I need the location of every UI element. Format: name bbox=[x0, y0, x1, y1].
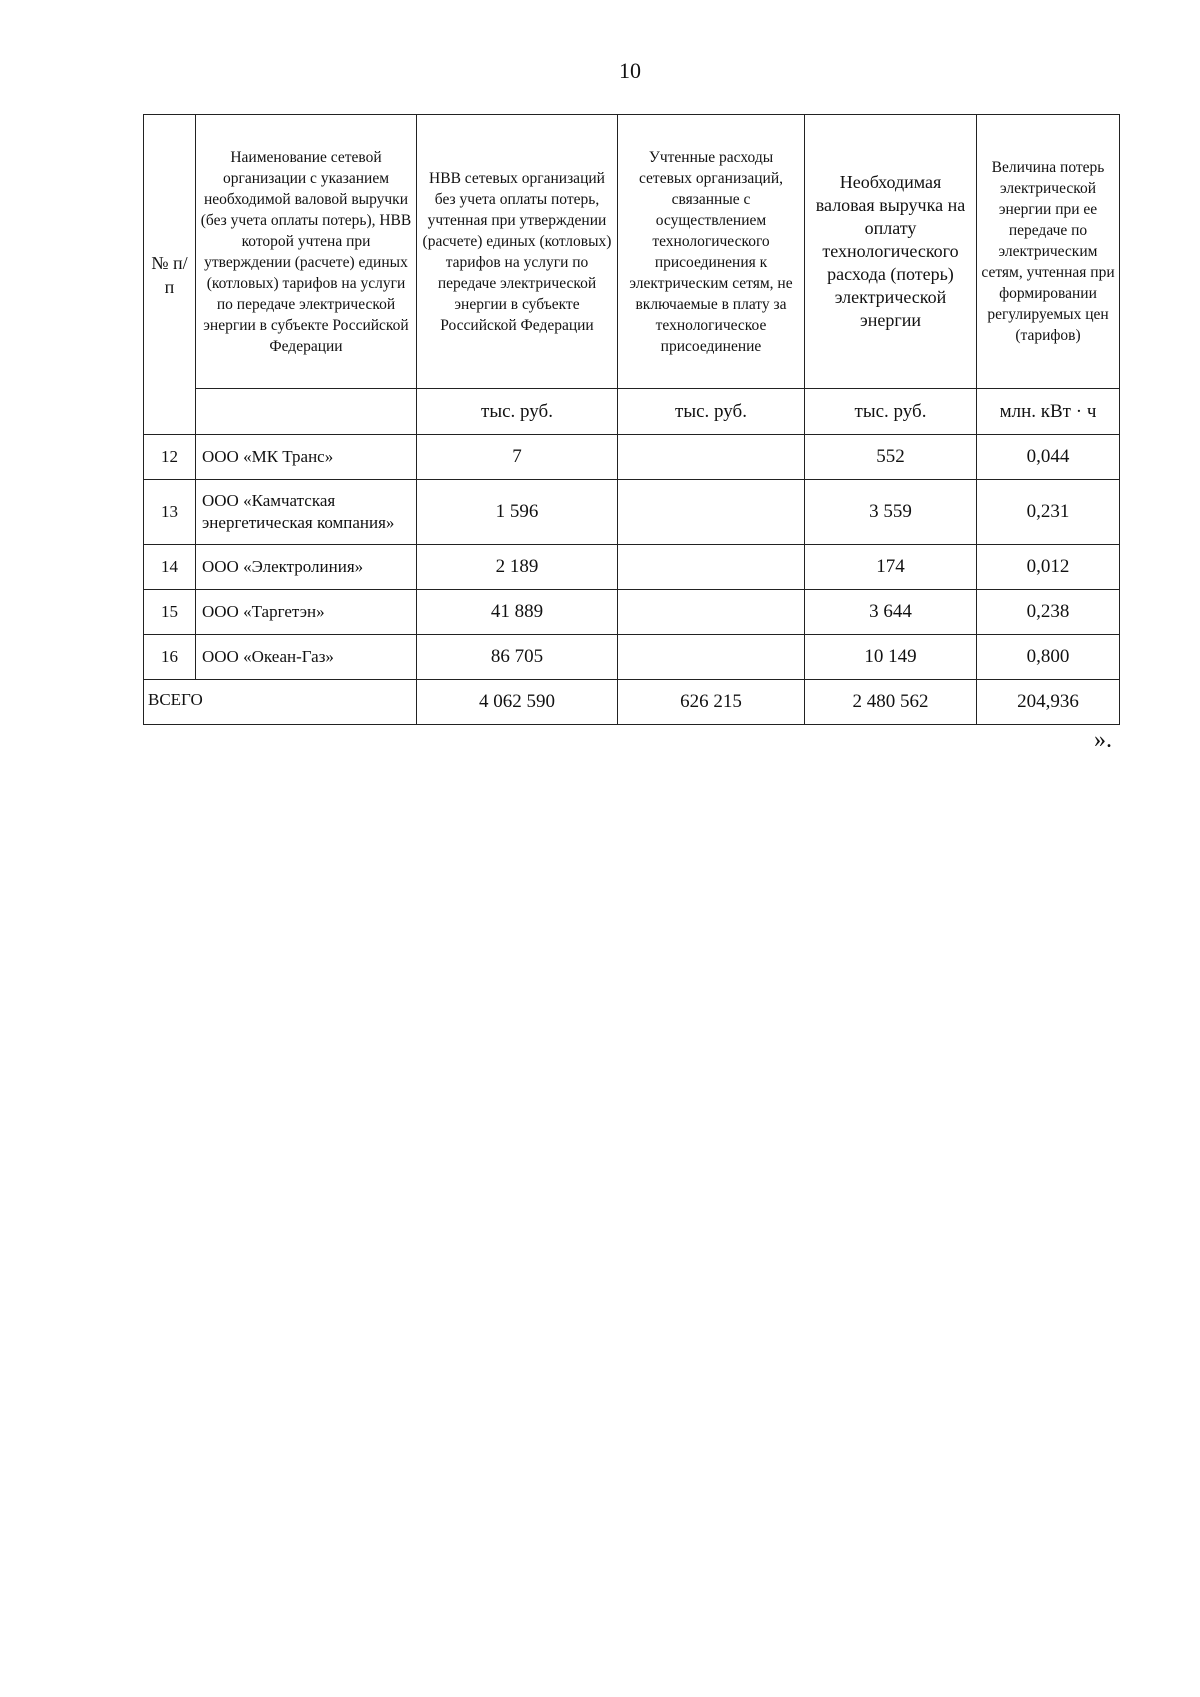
total-expenses: 626 215 bbox=[618, 680, 805, 725]
table-row bbox=[144, 590, 1120, 635]
page-number: 10 bbox=[619, 58, 641, 83]
table-units-row bbox=[144, 389, 1120, 435]
table-row bbox=[144, 635, 1120, 680]
row-expenses bbox=[618, 435, 805, 480]
header-expenses: Учтенные расходы сетевых организаций, связанные с осуществлением технологического присоединения к электрическим сетям, не включаемые в плату за технологическое присоединение bbox=[618, 115, 805, 389]
row-expenses bbox=[618, 590, 805, 635]
header-name: Наименование сетевой организации с указанием необходимой валовой выручки (без учета оплаты потерь), НВВ которой учтена при утверждении (расчете) единых (котловых) тарифов на услуги по передаче электрической энергии в субъекте Российской Федерации bbox=[196, 115, 417, 389]
table-header-row bbox=[144, 115, 1120, 389]
row-name: ООО «МК Транс» bbox=[196, 435, 417, 480]
row-losses-revenue: 174 bbox=[805, 545, 977, 590]
row-losses-volume: 0,231 bbox=[977, 480, 1120, 545]
table-row bbox=[144, 545, 1120, 590]
row-num: 13 bbox=[144, 480, 196, 545]
row-losses-revenue: 3 559 bbox=[805, 480, 977, 545]
table-row bbox=[144, 480, 1120, 545]
row-losses-volume: 0,012 bbox=[977, 545, 1120, 590]
row-expenses bbox=[618, 545, 805, 590]
row-losses-revenue: 552 bbox=[805, 435, 977, 480]
row-expenses bbox=[618, 635, 805, 680]
table-total-row bbox=[144, 680, 1120, 725]
row-nvv: 7 bbox=[417, 435, 618, 480]
row-losses-volume: 0,044 bbox=[977, 435, 1120, 480]
row-nvv: 2 189 bbox=[417, 545, 618, 590]
header-losses-revenue: Необходимая валовая выручка на оплату технологического расхода (потерь) электрической энергии bbox=[805, 115, 977, 389]
row-num: 14 bbox=[144, 545, 196, 590]
row-num: 15 bbox=[144, 590, 196, 635]
row-name: ООО «Камчатская энергетическая компания» bbox=[196, 480, 417, 545]
row-num: 16 bbox=[144, 635, 196, 680]
unit-losses-volume: млн. кВт · ч bbox=[977, 389, 1120, 435]
total-losses-volume: 204,936 bbox=[977, 680, 1120, 725]
row-losses-revenue: 10 149 bbox=[805, 635, 977, 680]
header-nvv: НВВ сетевых организаций без учета оплаты потерь, учтенная при утверждении (расчете) единых (котловых) тарифов на услуги по передаче электрической энергии в субъекте Российской Федерации bbox=[417, 115, 618, 389]
row-nvv: 86 705 bbox=[417, 635, 618, 680]
row-nvv: 1 596 bbox=[417, 480, 618, 545]
row-expenses bbox=[618, 480, 805, 545]
table-row bbox=[144, 435, 1120, 480]
header-losses-volume: Величина потерь электрической энергии при ее передаче по электрическим сетям, учтенная при формировании регулируемых цен (тарифов) bbox=[977, 115, 1120, 389]
row-losses-volume: 0,800 bbox=[977, 635, 1120, 680]
row-name: ООО «Электролиния» bbox=[196, 545, 417, 590]
unit-losses-revenue: тыс. руб. bbox=[805, 389, 977, 435]
unit-name-empty bbox=[196, 389, 417, 435]
total-nvv: 4 062 590 bbox=[417, 680, 618, 725]
header-num: № п/п bbox=[144, 115, 196, 435]
unit-expenses: тыс. руб. bbox=[618, 389, 805, 435]
tariff-table bbox=[143, 114, 1120, 725]
row-nvv: 41 889 bbox=[417, 590, 618, 635]
closing-quote: ». bbox=[1094, 727, 1112, 753]
row-name: ООО «Таргетэн» bbox=[196, 590, 417, 635]
row-losses-revenue: 3 644 bbox=[805, 590, 977, 635]
row-name: ООО «Океан-Газ» bbox=[196, 635, 417, 680]
row-losses-volume: 0,238 bbox=[977, 590, 1120, 635]
total-losses-revenue: 2 480 562 bbox=[805, 680, 977, 725]
unit-nvv: тыс. руб. bbox=[417, 389, 618, 435]
total-label: ВСЕГО bbox=[144, 680, 417, 725]
row-num: 12 bbox=[144, 435, 196, 480]
